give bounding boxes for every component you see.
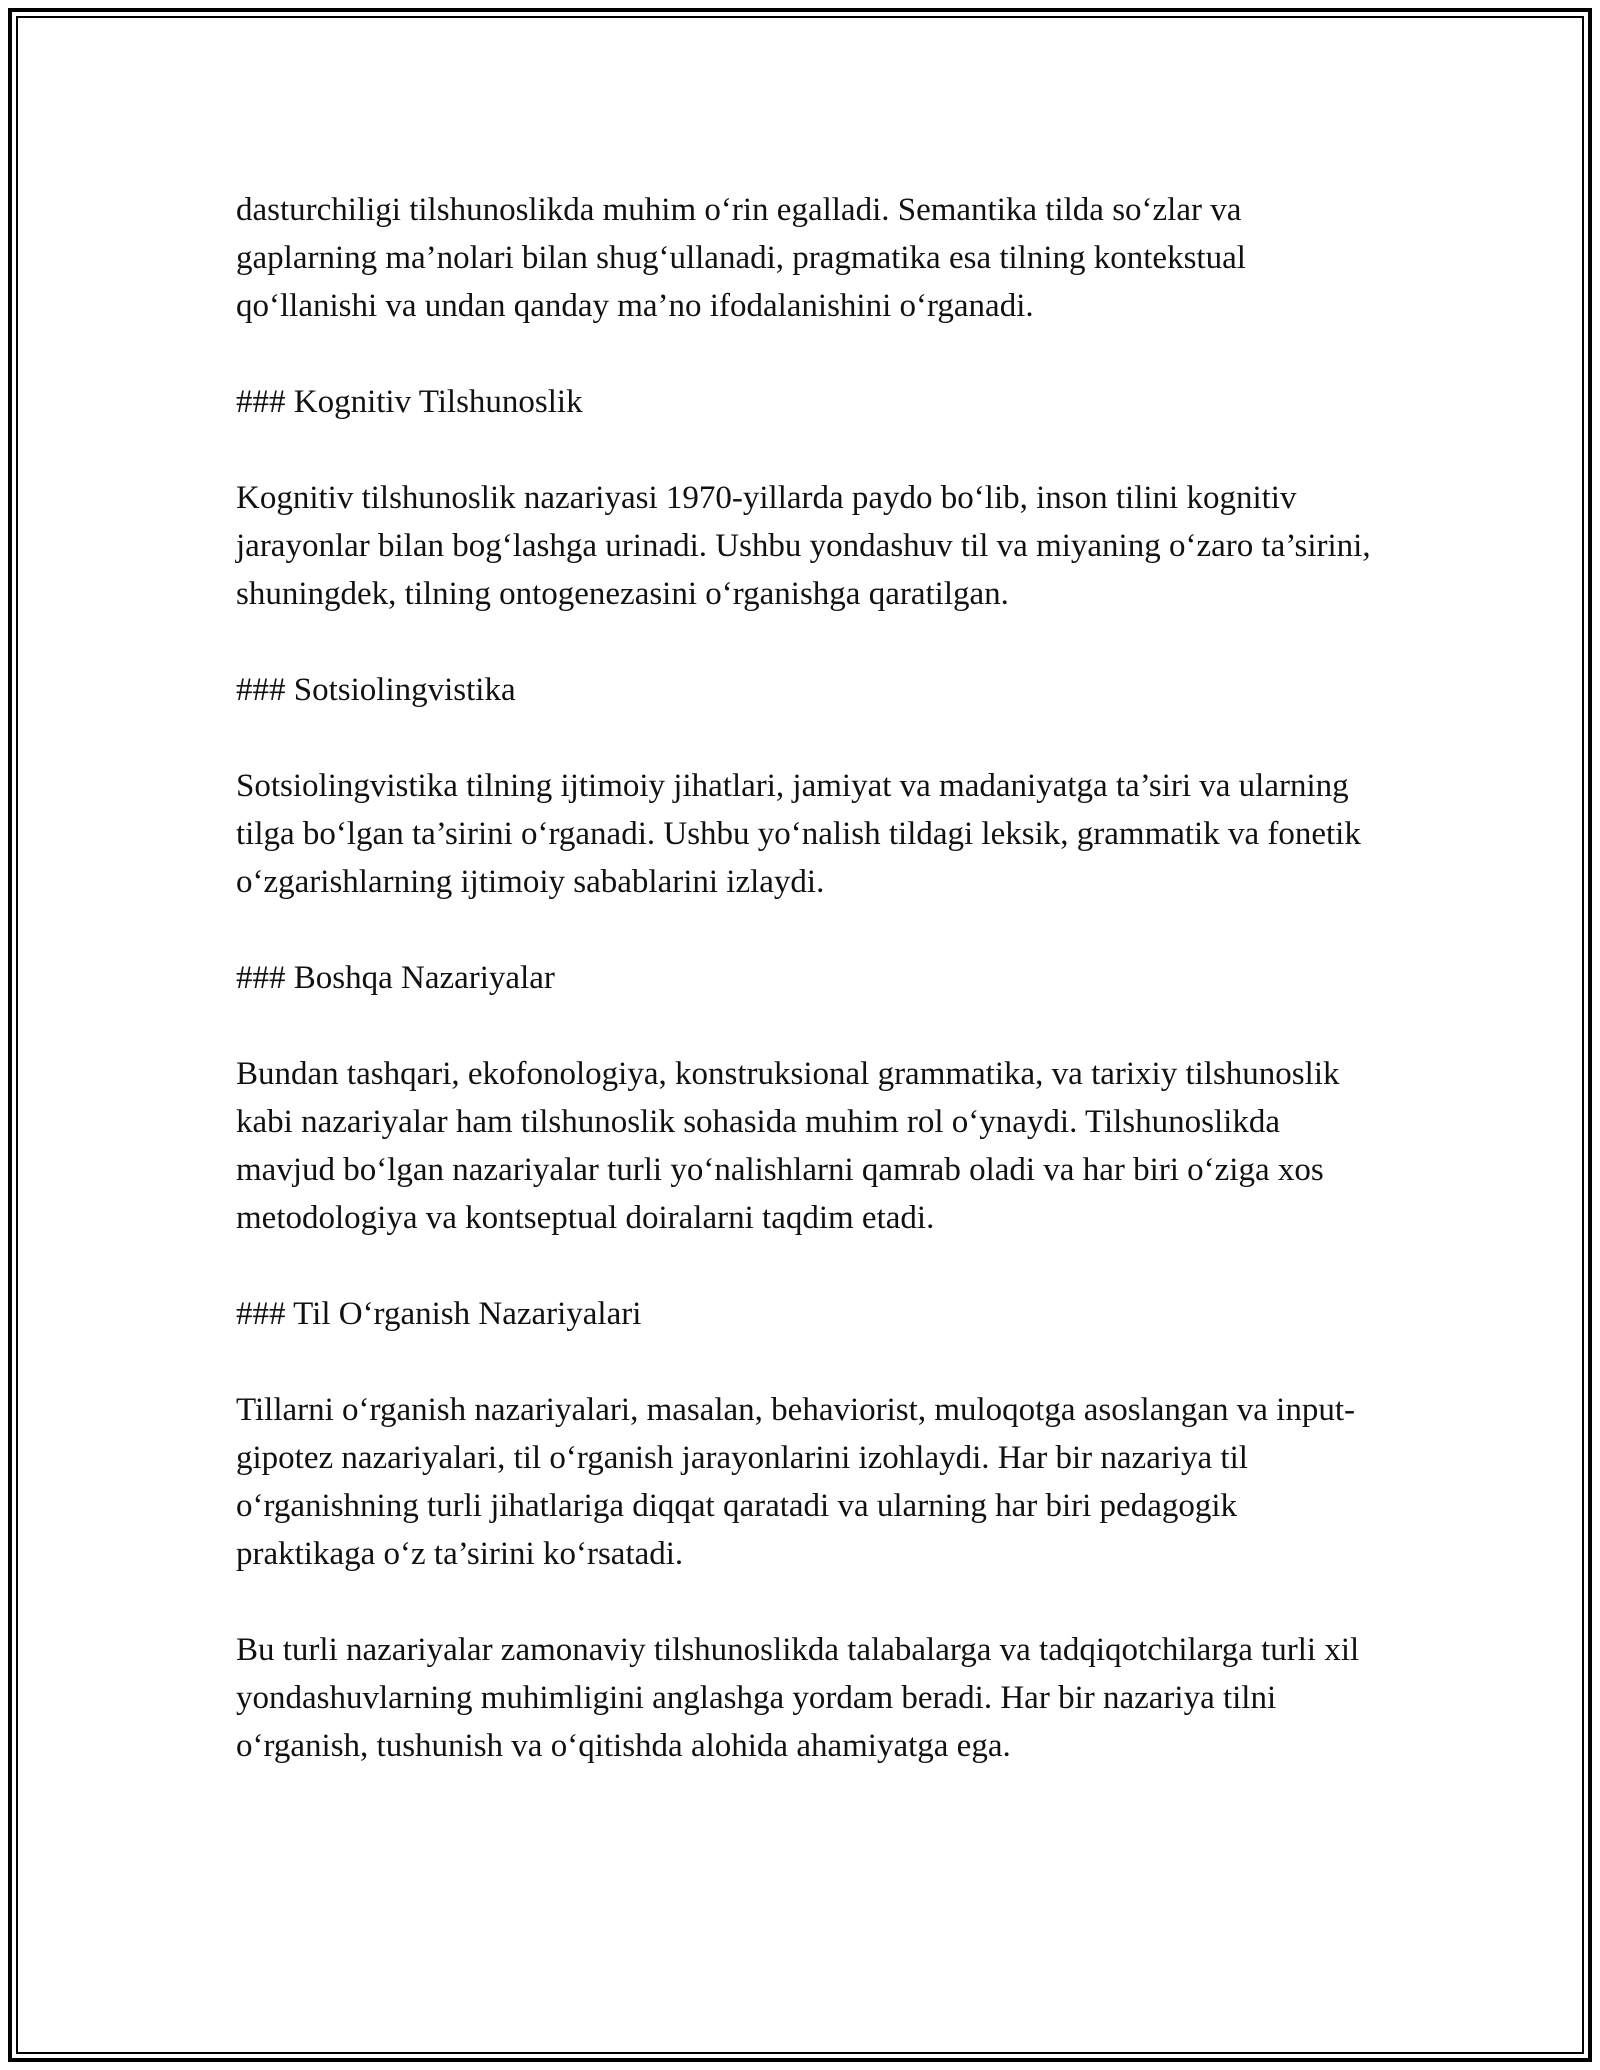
paragraph-til-organish-nazariyalari: Tillarni o‘rganish nazariyalari, masalan, behaviorist, muloqotga asoslangan va input-gipotez nazariyalari, til o‘rganish jarayonlarini izohlaydi. Har bir nazariya til o‘rganishning turli jihatlariga diqqat qaratadi va ularning har biri pedagogik praktikaga o‘z ta’sirini ko‘rsatadi. (236, 1392, 1355, 1572)
paragraph-sotsiolingvistika: Sotsiolingvistika tilning ijtimoiy jihatlari, jamiyat va madaniyatga ta’siri va ularning tilga bo‘lgan ta’sirini o‘rganadi. Ushbu yo‘nalish tildagi leksik, grammatik va fonetik o‘zgarishlarning ijtimoiy sabablarini izlaydi. (236, 768, 1361, 900)
paragraph-kognitiv-tilshunoslik: Kognitiv tilshunoslik nazariyasi 1970-yillarda paydo bo‘lib, inson tilini kognitiv jarayonlar bilan bog‘lashga urinadi. Ushbu yondashuv til va miyaning o‘zaro ta’sirini, shuningdek, tilning ontogenezasini o‘rganishga qaratilgan. (236, 480, 1371, 612)
paragraph-conclusion: Bu turli nazariyalar zamonaviy tilshunoslikda talabalarga va tadqiqotchilarga turli xil yondashuvlarning muhimligini anglashga yordam beradi. Har bir nazariya tilni o‘rganish, tushunish va o‘qitishda alohida ahamiyatga ega. (236, 1632, 1360, 1764)
heading-sotsiolingvistika: ### Sotsiolingvistika (236, 672, 516, 708)
heading-til-organish-nazariyalari: ### Til O‘rganish Nazariyalari (236, 1296, 642, 1332)
heading-kognitiv-tilshunoslik: ### Kognitiv Tilshunoslik (236, 384, 583, 420)
document-body (236, 186, 1376, 1770)
heading-boshqa-nazariyalar: ### Boshqa Nazariyalar (236, 960, 555, 996)
paragraph-semantics-pragmatics: dasturchiligi tilshunoslikda muhim o‘rin egalladi. Semantika tilda so‘zlar va gaplarning ma’nolari bilan shug‘ullanadi, pragmatika esa tilning kontekstual qo‘llanishi va undan qanday ma’no ifodalanishini o‘rganadi. (236, 192, 1246, 324)
paragraph-boshqa-nazariyalar: Bundan tashqari, ekofonologiya, konstruksional grammatika, va tarixiy tilshunoslik kabi nazariyalar ham tilshunoslik sohasida muhim rol o‘ynaydi. Tilshunoslikda mavjud bo‘lgan nazariyalar turli yo‘nalishlarni qamrab oladi va har biri o‘ziga xos metodologiya va kontseptual doiralarni taqdim etadi. (236, 1056, 1340, 1236)
